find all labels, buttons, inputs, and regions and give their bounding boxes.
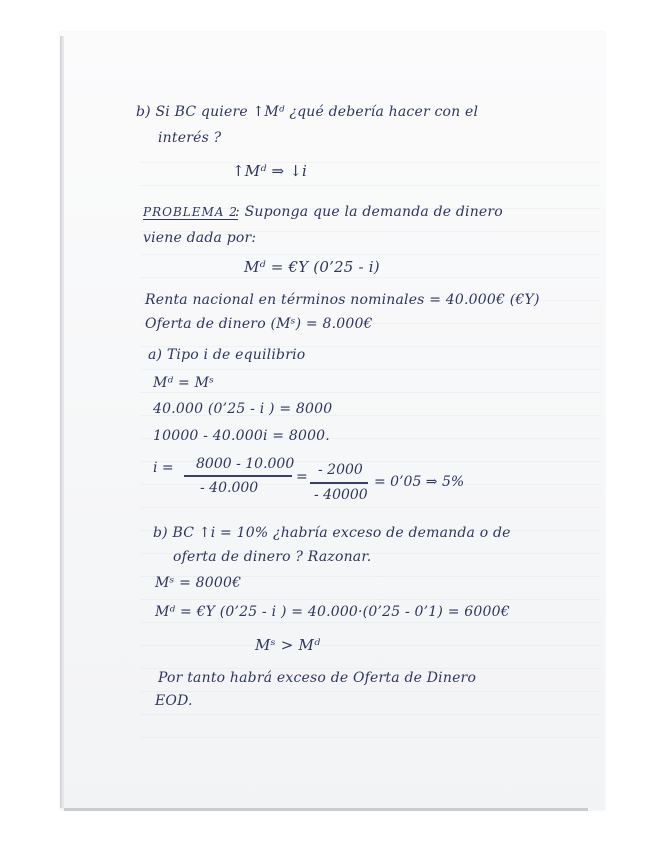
question-b2-line2: oferta de dinero ? Razonar. [173,549,372,565]
fraction-2-bar [310,482,368,484]
money-supply-line: Oferta de dinero (Mˢ) = 8.000€ [145,316,373,332]
question-b2-line1: b) BC ↑i = 10% ¿habría exceso de demanda o de [153,525,511,541]
answer-b: ↑Mᵈ ⇒ ↓i [232,162,307,180]
demand-formula: Mᵈ = €Y (0’25 - i) [244,258,380,276]
conclusion-line2: EOD. [155,693,193,709]
equation-3: 10000 - 40.000i = 8000. [153,428,330,444]
sheet-bottom-edge [64,808,588,811]
money-demand-value: Mᵈ = €Y (0’25 - i ) = 40.000·(0’25 - 0’1) = 6000€ [155,604,510,620]
income-line: Renta nacional en términos nominales = 40.000€ (€Y) [145,292,540,308]
part-a-title: a) Tipo i de equilibrio [148,347,306,363]
equation-4-lhs: i = [153,460,174,476]
fraction-1-numerator: 8000 - 10.000 [196,456,295,472]
question-b-line1: b) Si BC quiere ↑Mᵈ ¿qué debería hacer con el [136,104,479,120]
problem-title: PROBLEMA 2 [143,205,238,219]
question-b-line2: interés ? [158,130,222,146]
problem-intro-cont: viene dada por: [143,230,257,246]
comparison: Mˢ > Mᵈ [255,636,321,654]
fraction-1-denominator: - 40.000 [200,480,259,496]
sheet-left-edge [60,36,64,808]
fraction-2-numerator: - 2000 [318,462,363,478]
conclusion-line1: Por tanto habrá exceso de Oferta de Dinero [158,670,477,686]
equation-4-equals: = [296,469,308,485]
equation-1: Mᵈ = Mˢ [153,375,215,391]
equation-2: 40.000 (0’25 - i ) = 8000 [153,401,333,417]
fraction-2-denominator: - 40000 [314,487,368,503]
money-supply-value: Mˢ = 8000€ [155,575,242,591]
problem-intro: : Suponga que la demanda de dinero [235,204,503,220]
fraction-1-bar [184,475,292,477]
equation-4-result: = 0’05 ⇒ 5% [374,474,465,490]
